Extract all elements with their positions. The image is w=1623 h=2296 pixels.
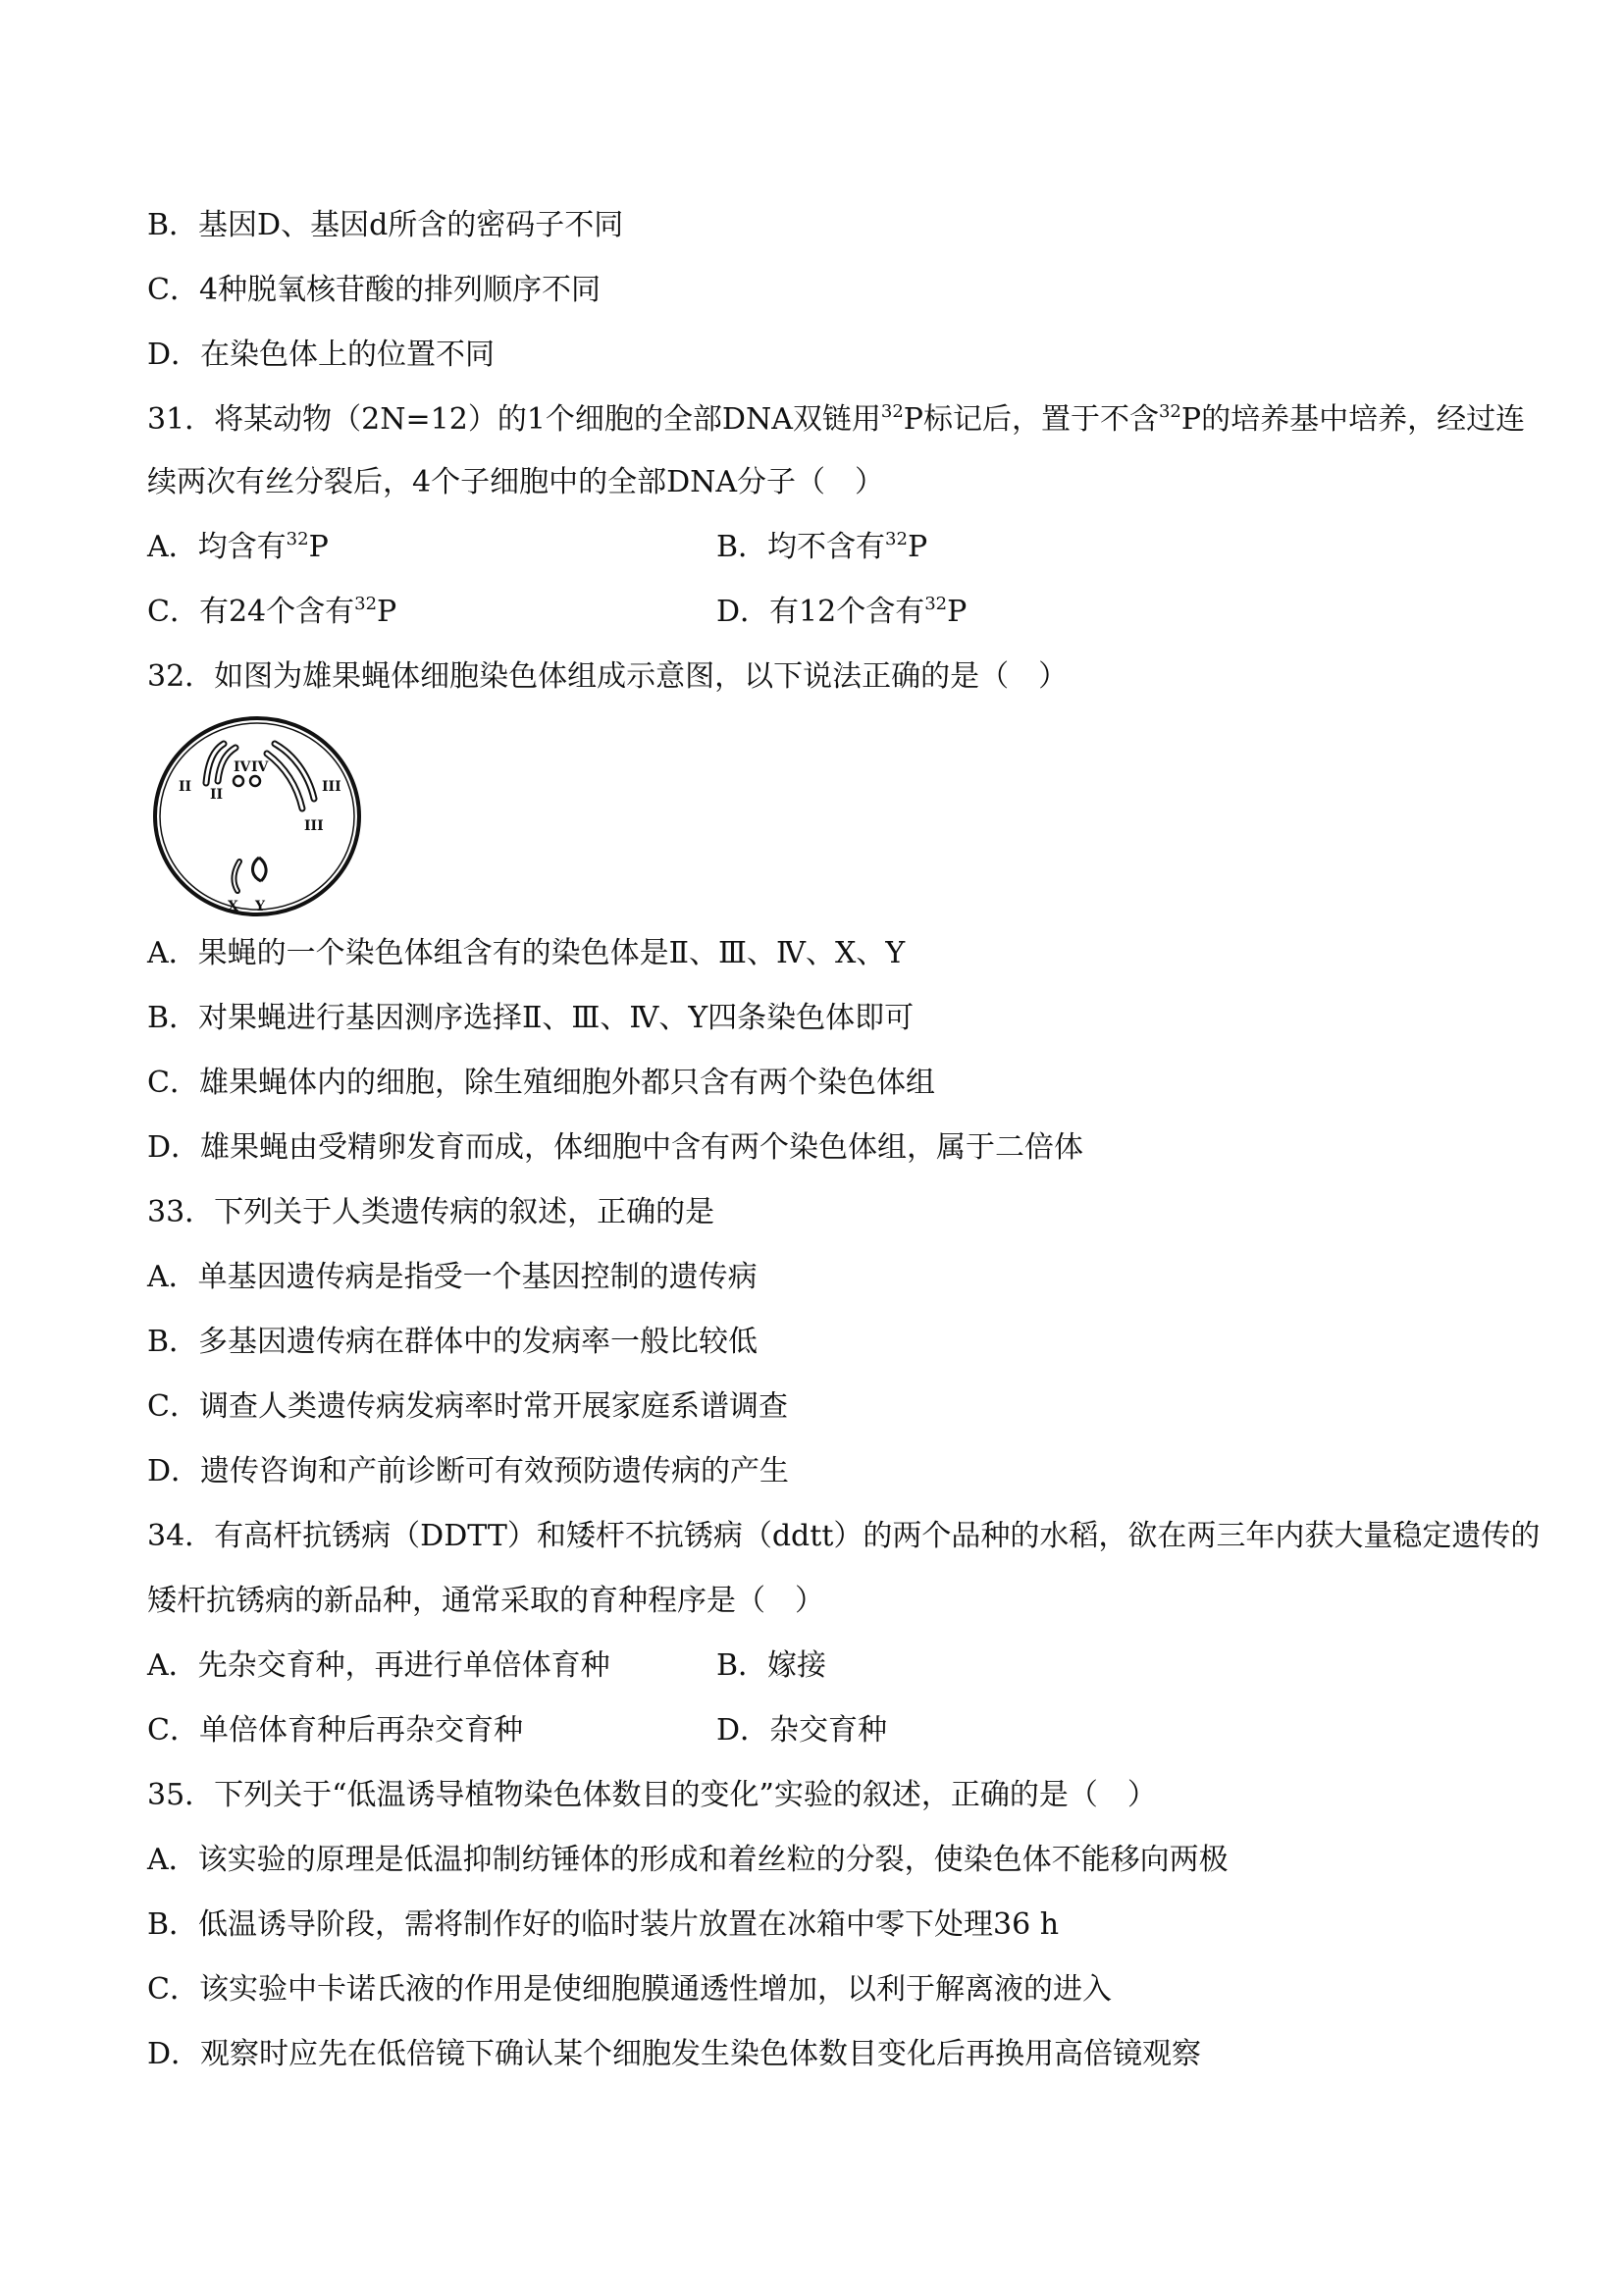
label-iii-bottom: III — [304, 818, 324, 834]
q31-stem-a: 31．将某动物（2N=12）的1个细胞的全部DNA双链用 — [147, 402, 881, 437]
q34-stem-line1: 34．有高杆抗锈病（DDTT）和矮杆不抗锈病（ddtt）的两个品种的水稻，欲在两三年内获大量稳定遗传的 — [147, 1519, 1541, 1553]
q31-option-b: B．均不含有$^{32}$P — [716, 529, 928, 564]
label-iv-a: IV — [234, 759, 251, 775]
q35-option-d: D．观察时应先在低倍镜下确认某个细胞发生染色体数目变化后再换用高倍镜观察 — [147, 2037, 1202, 2071]
q31-stem-c: P的培养基中培养，经过连 — [1180, 402, 1526, 437]
q31-stem-line2: 续两次有丝分裂后，4个子细胞中的全部DNA分子（ ） — [147, 465, 885, 499]
chromosome-iv-a — [234, 776, 243, 786]
cell-outline — [155, 718, 359, 914]
q35-option-c: C．该实验中卡诺氏液的作用是使细胞膜通透性增加，以利于解离液的进入 — [147, 1972, 1112, 2007]
label-iii-top: III — [322, 779, 341, 795]
q31-sup2: 32 — [1158, 401, 1181, 422]
cell-inner-outline — [160, 723, 354, 910]
label-iv-b: IV — [251, 759, 269, 775]
q33-option-d: D．遗传咨询和产前诊断可有效预防遗传病的产生 — [147, 1454, 790, 1488]
q34-option-a: A．先杂交育种，再进行单倍体育种 — [147, 1648, 610, 1683]
q33-stem: 33．下列关于人类遗传病的叙述，正确的是 — [147, 1195, 715, 1229]
q31-option-c: C．有24个含有$^{32}$P — [147, 594, 397, 629]
chromosome-diagram-svg — [149, 714, 365, 918]
q31-stem-line1 — [147, 400, 1525, 440]
q34-option-d: D．杂交育种 — [716, 1713, 888, 1748]
q33-option-a: A．单基因遗传病是指受一个基因控制的遗传病 — [147, 1260, 758, 1294]
q32-option-c: C．雄果蝇体内的细胞，除生殖细胞外都只含有两个染色体组 — [147, 1066, 935, 1100]
q30-option-b: B．基因D、基因d所含的密码子不同 — [147, 208, 624, 242]
q31-stem-b: P标记后，置于不含 — [903, 402, 1159, 437]
q31-option-d: D．有12个含有$^{32}$P — [716, 594, 968, 629]
q31-sup1: 32 — [880, 401, 904, 422]
label-ii-left: II — [179, 779, 192, 795]
fruit-fly-chromosome-diagram — [149, 714, 365, 918]
chromosome-iv-b — [250, 776, 260, 786]
q34-option-b: B．嫁接 — [716, 1648, 827, 1683]
q32-option-b: B．对果蝇进行基因测序选择Ⅱ、Ⅲ、Ⅳ、Y四条染色体即可 — [147, 1001, 915, 1035]
q35-option-a: A．该实验的原理是低温抑制纺锤体的形成和着丝粒的分裂，使染色体不能移向两极 — [147, 1843, 1229, 1877]
q31-option-a: A．均含有$^{32}$P — [147, 529, 329, 564]
q33-option-c: C．调查人类遗传病发病率时常开展家庭系谱调查 — [147, 1389, 788, 1424]
q30-option-d: D．在染色体上的位置不同 — [147, 338, 496, 372]
q30-option-c: C．4种脱氧核苷酸的排列顺序不同 — [147, 273, 602, 307]
q33-option-b: B．多基因遗传病在群体中的发病率一般比较低 — [147, 1325, 759, 1359]
q34-option-c: C．单倍体育种后再杂交育种 — [147, 1713, 523, 1748]
q35-stem: 35．下列关于“低温诱导植物染色体数目的变化”实验的叙述，正确的是（ ） — [147, 1778, 1157, 1812]
q34-stem-line2: 矮杆抗锈病的新品种，通常采取的育种程序是（ ） — [147, 1584, 824, 1618]
q35-option-b: B．低温诱导阶段，需将制作好的临时装片放置在冰箱中零下处理36 h — [147, 1907, 1060, 1942]
label-ii-inner: II — [210, 787, 224, 803]
q32-option-a: A．果蝇的一个染色体组含有的染色体是Ⅱ、Ⅲ、Ⅳ、X、Y — [147, 936, 906, 970]
label-y: Y — [255, 899, 265, 914]
chromosome-y — [253, 858, 267, 881]
label-x: X — [228, 899, 238, 914]
q32-stem: 32．如图为雄果蝇体细胞染色体组成示意图，以下说法正确的是（ ） — [147, 659, 1069, 694]
q32-option-d: D．雄果蝇由受精卵发育而成，体细胞中含有两个染色体组，属于二倍体 — [147, 1130, 1084, 1165]
